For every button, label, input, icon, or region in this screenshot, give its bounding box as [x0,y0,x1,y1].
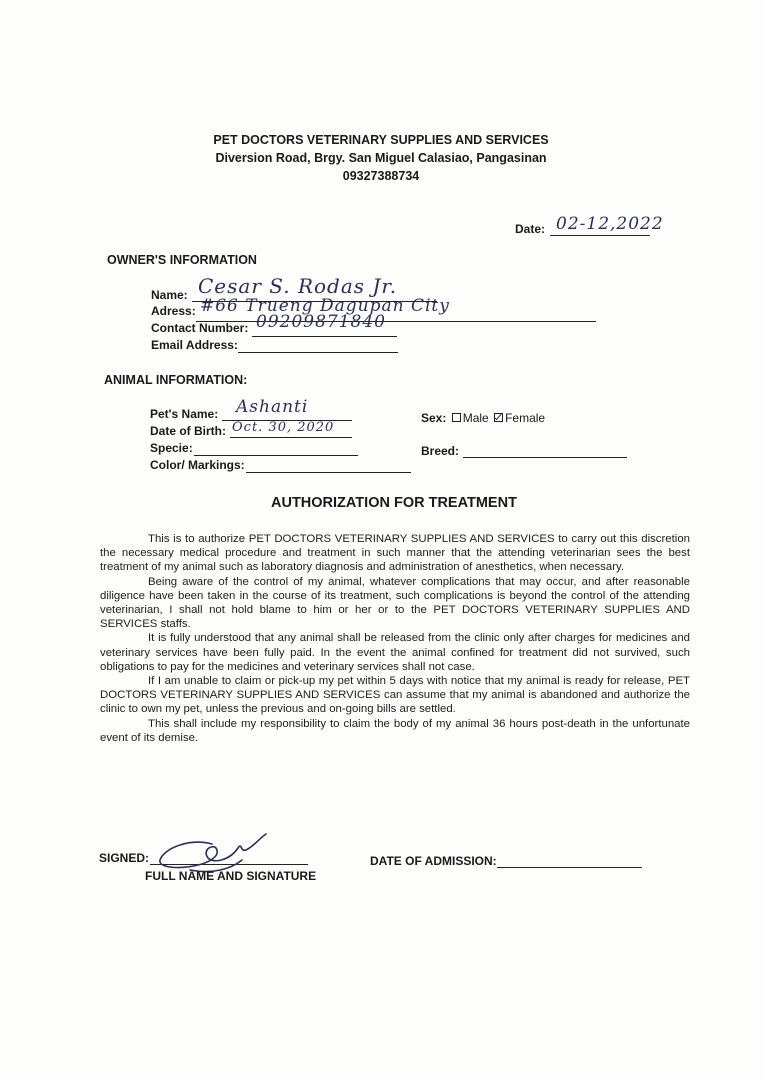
breed-label: Breed: [421,444,460,458]
breed-line [463,457,627,458]
date-label: Date: [515,222,546,236]
sex-label: Sex: [421,411,447,425]
pet-name-label: Pet's Name: [150,407,219,421]
owner-address-label: Adress: [151,304,196,318]
signature-caption: FULL NAME AND SIGNATURE [145,869,317,883]
business-phone: 09327388734 [342,169,420,183]
male-option-label: Male [462,411,489,425]
owner-name-value[interactable]: Cesar S. Rodas Jr. [198,274,398,298]
animal-section-title: ANIMAL INFORMATION: [104,373,248,387]
authorization-title: AUTHORIZATION FOR TREATMENT [271,495,517,511]
authorization-paragraph: If I am unable to claim or pick-up my pet within 5 days with notice that my animal is ready for release, PET DOCTORS VETERINARY SUPPLIES AND SERVICES can assume that my animal is abandoned and authorize the clinic to own my pet, unless the previous and on-going bills are settled. [100,675,690,716]
owner-section-title: OWNER'S INFORMATION [107,253,257,267]
authorization-paragraph: Being aware of the control of my animal, whatever complications that may occur, and after reasonable diligence have been taken in the course of its treatment, such complications is beyond the control of the attending veterinarian, I shall not hold blame to him or her or to the PET DOCTORS VETERINARY SUPPLIES AND SERVICES staffs. [100,575,690,631]
business-address: Diversion Road, Brgy. San Miguel Calasiao, Pangasinan [215,151,547,165]
dob-label: Date of Birth: [150,424,226,438]
authorization-paragraph: This shall include my responsibility to claim the body of my animal 36 hours post-death in the unfortunate event of its demise. [100,717,690,744]
male-checkbox[interactable] [452,413,461,422]
business-name: PET DOCTORS VETERINARY SUPPLIES AND SERVICES [213,133,549,147]
contact-number-line [252,336,397,337]
female-checkbox[interactable] [494,413,503,422]
specie-line [194,455,358,456]
specie-label: Specie: [150,441,193,455]
sex-field [421,411,545,425]
date-of-admission-line [497,867,642,868]
contact-number-label: Contact Number: [151,321,249,335]
color-markings-label: Color/ Markings: [150,458,245,472]
pet-name-value[interactable]: Ashanti [236,397,309,417]
date-of-admission-label: DATE OF ADMISSION: [370,854,497,868]
email-label: Email Address: [151,338,238,352]
dob-line [230,437,352,438]
authorization-paragraph: It is fully understood that any animal shall be released from the clinic only after charges for medicines and veterinary services have been fully paid. In the event the animal confined for treatment did not survived, such obligations to pay for the medicines and veterinary services shall not case. [100,632,690,673]
color-markings-line [246,472,411,473]
date-value[interactable]: 02-12,2022 [556,214,664,234]
authorization-paragraph: This is to authorize PET DOCTORS VETERINARY SUPPLIES AND SERVICES to carry out this discretion the necessary medical procedure and treatment in such manner that the attending veterinarian sees the best treatment of my animal such as laboratory diagnosis and administration of anesthetics, when necessary. [100,533,690,574]
dob-value[interactable]: Oct. 30, 2020 [232,420,335,435]
owner-address-value[interactable]: #66 Trueng Dagupan City [200,296,450,316]
owner-name-label: Name: [151,288,188,302]
female-option-label: Female [505,411,546,425]
contact-number-value[interactable]: 09209871840 [256,312,386,332]
authorization-body [100,532,690,745]
date-line [550,235,650,236]
email-line [238,352,398,353]
signed-label: SIGNED: [99,851,150,865]
